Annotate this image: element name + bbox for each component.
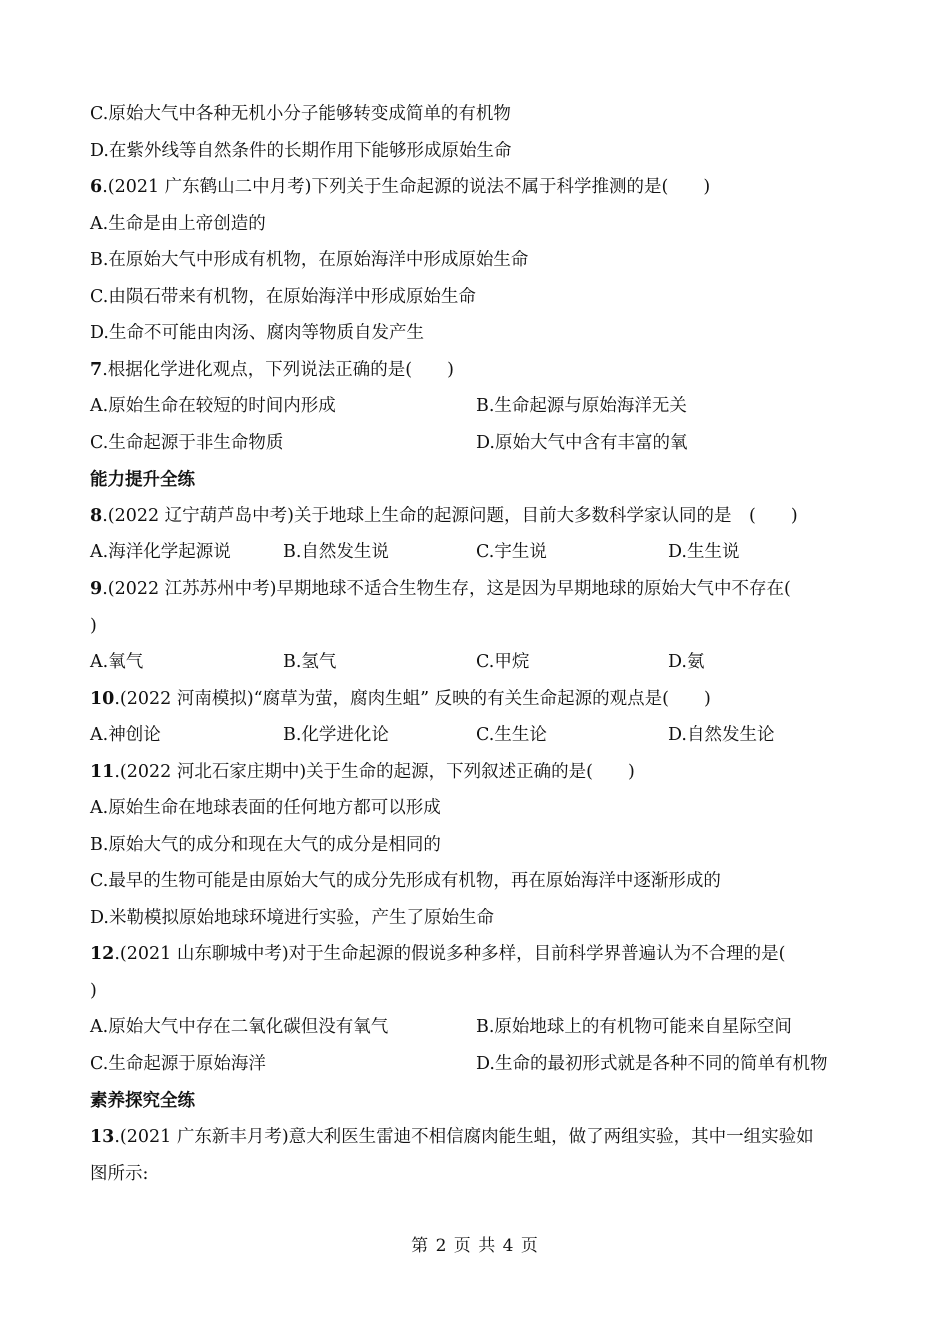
q10-option-d: D.自然发生论 bbox=[668, 725, 775, 745]
q12-options-row1 bbox=[90, 1015, 870, 1039]
q12-number: 12 bbox=[90, 944, 115, 964]
q10-options-row bbox=[90, 723, 870, 747]
q9-option-d: D.氨 bbox=[668, 652, 705, 672]
q9-stem-cont: ) bbox=[90, 616, 97, 636]
q11-option-b: B.原始大气的成分和现在大气的成分是相同的 bbox=[90, 835, 441, 855]
q12-stem-text: .(2021 山东聊城中考)对于生命起源的假说多种多样，目前科学界普遍认为不合理的是( bbox=[114, 944, 786, 964]
q11-stem-text: .(2022 河北石家庄期中)关于生命的起源，下列叙述正确的是( ) bbox=[114, 762, 635, 782]
q13-stem-text: .(2021 广东新丰月考)意大利医生雷迪不相信腐肉能生蛆，做了两组实验，其中一组实验如 bbox=[114, 1127, 814, 1147]
q13-stem bbox=[90, 1125, 814, 1149]
q8-option-a: A.海洋化学起源说 bbox=[90, 542, 231, 562]
q7-option-b: B.生命起源与原始海洋无关 bbox=[476, 396, 687, 416]
q12-options-row2 bbox=[90, 1052, 870, 1076]
q9-stem bbox=[90, 577, 791, 601]
q13-number: 13 bbox=[90, 1127, 115, 1147]
q10-option-c: C.生生论 bbox=[476, 725, 547, 745]
q7-number: 7 bbox=[90, 360, 103, 380]
q6-option-a: A.生命是由上帝创造的 bbox=[90, 214, 266, 234]
q11-option-a: A.原始生命在地球表面的任何地方都可以形成 bbox=[90, 798, 441, 818]
q10-number: 10 bbox=[90, 689, 115, 709]
q6-number: 6 bbox=[90, 177, 103, 197]
q7-option-d: D.原始大气中含有丰富的氧 bbox=[476, 433, 688, 453]
q13-stem-cont: 图所示: bbox=[90, 1164, 149, 1184]
q10-option-b: B.化学进化论 bbox=[283, 725, 389, 745]
q9-options-row bbox=[90, 650, 870, 674]
q7-options-row2 bbox=[90, 431, 870, 455]
q9-option-b: B.氢气 bbox=[283, 652, 337, 672]
q8-stem bbox=[90, 504, 798, 528]
q8-option-b: B.自然发生说 bbox=[283, 542, 389, 562]
q7-option-c: C.生命起源于非生命物质 bbox=[90, 433, 284, 453]
q12-option-a: A.原始大气中存在二氧化碳但没有氧气 bbox=[90, 1017, 389, 1037]
q9-number: 9 bbox=[90, 579, 103, 599]
q10-stem bbox=[90, 687, 711, 711]
q6-option-c: C.由陨石带来有机物，在原始海洋中形成原始生命 bbox=[90, 287, 476, 307]
q7-option-a: A.原始生命在较短的时间内形成 bbox=[90, 396, 336, 416]
q8-option-d: D.生生说 bbox=[668, 542, 740, 562]
q9-option-a: A.氧气 bbox=[90, 652, 144, 672]
q7-options-row1 bbox=[90, 394, 870, 418]
q6-option-d: D.生命不可能由肉汤、腐肉等物质自发产生 bbox=[90, 323, 424, 343]
q5-option-c: C.原始大气中各种无机小分子能够转变成简单的有机物 bbox=[90, 104, 511, 124]
q5-option-d: D.在紫外线等自然条件的长期作用下能够形成原始生命 bbox=[90, 141, 512, 161]
q12-option-d: D.生命的最初形式就是各种不同的简单有机物 bbox=[476, 1054, 828, 1074]
q9-stem-text: .(2022 江苏苏州中考)早期地球不适合生物生存，这是因为早期地球的原始大气中不存在( bbox=[102, 579, 791, 599]
q11-option-d: D.米勒模拟原始地球环境进行实验，产生了原始生命 bbox=[90, 908, 494, 928]
q10-option-a: A.神创论 bbox=[90, 725, 161, 745]
page-footer: 第 2 页 共 4 页 bbox=[411, 1236, 539, 1256]
q11-option-c: C.最早的生物可能是由原始大气的成分先形成有机物，再在原始海洋中逐渐形成的 bbox=[90, 871, 721, 891]
q7-stem bbox=[90, 358, 454, 382]
q12-stem bbox=[90, 942, 786, 966]
section-heading-literacy: 素养探究全练 bbox=[90, 1091, 195, 1111]
q8-number: 8 bbox=[90, 506, 103, 526]
q11-stem bbox=[90, 760, 635, 784]
q11-number: 11 bbox=[90, 762, 115, 782]
q12-option-b: B.原始地球上的有机物可能来自星际空间 bbox=[476, 1017, 792, 1037]
q8-stem-text: .(2022 辽宁葫芦岛中考)关于地球上生命的起源问题，目前大多数科学家认同的是 ( ) bbox=[102, 506, 798, 526]
q10-stem-text: .(2022 河南模拟)“腐草为萤，腐肉生蛆” 反映的有关生命起源的观点是( ) bbox=[114, 689, 711, 709]
q12-stem-cont: ) bbox=[90, 981, 97, 1001]
q7-stem-text: .根据化学进化观点，下列说法正确的是( ) bbox=[102, 360, 454, 380]
q12-option-c: C.生命起源于原始海洋 bbox=[90, 1054, 266, 1074]
q6-stem-text: .(2021 广东鹤山二中月考)下列关于生命起源的说法不属于科学推测的是( ) bbox=[102, 177, 711, 197]
q9-option-c: C.甲烷 bbox=[476, 652, 530, 672]
q6-stem bbox=[90, 175, 710, 199]
q8-options-row bbox=[90, 540, 870, 564]
q6-option-b: B.在原始大气中形成有机物，在原始海洋中形成原始生命 bbox=[90, 250, 529, 270]
section-heading-ability: 能力提升全练 bbox=[90, 470, 195, 490]
q8-option-c: C.宇生说 bbox=[476, 542, 547, 562]
